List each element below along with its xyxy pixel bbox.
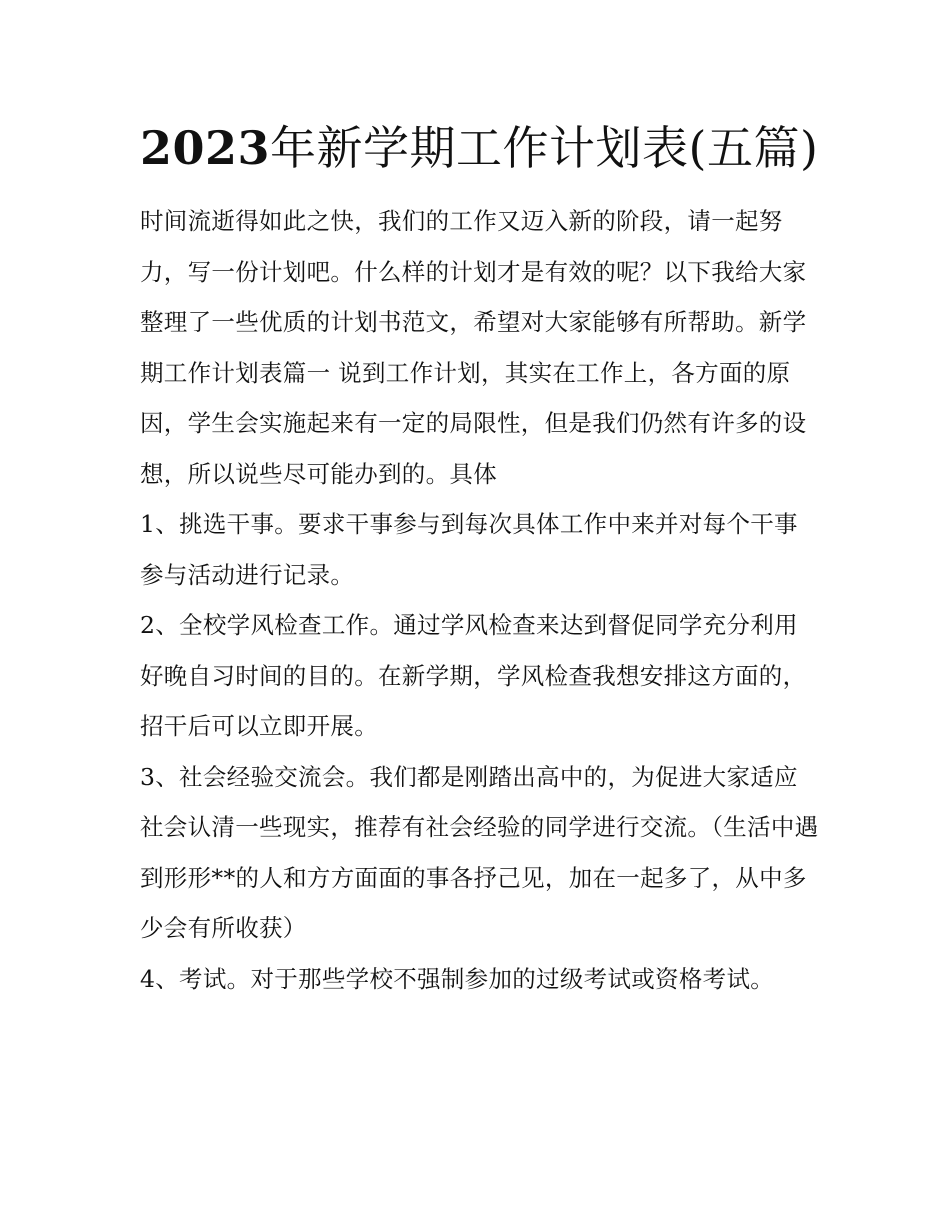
title-year: 2023 xyxy=(140,121,271,175)
list-item-4: 4、考试。对于那些学校不强制参加的过级考试或资格考试。 xyxy=(140,964,775,993)
document-page xyxy=(140,110,820,1004)
intro-paragraph: 时间流逝得如此之快，我们的工作又迈入新的阶段，请一起努力，写一份计划吧。什么样的计划才是有效的呢？以下我给大家整理了一些优质的计划书范文，希望对大家能够有所帮助。新学期工作计划表篇一 说到工作计划，其实在工作上，各方面的原因，学生会实施起来有一定的局限性，但是我们仍然有许多的设想，所以说些尽可能办到的。具体 xyxy=(140,207,807,488)
list-item-3: 3、社会经验交流会。我们都是刚踏出高中的，为促进大家适应社会认清一些现实，推荐有社会经验的同学进行交流。（生活中遇到形形**的人和方方面面的事各抒己见，加在一起多了，从中多少会有所收获） xyxy=(140,762,819,942)
title-text: 年新学期工作计划表(五篇) xyxy=(270,121,819,175)
list-item-1: 1、挑选干事。要求干事参与到每次具体工作中来并对每个干事参与活动进行记录。 xyxy=(140,510,798,589)
list-item-2: 2、全校学风检查工作。通过学风检查来达到督促同学充分利用好晚自习时间的目的。在新学期，学风检查我想安排这方面的，招干后可以立即开展。 xyxy=(140,611,807,740)
document-title xyxy=(140,110,820,186)
